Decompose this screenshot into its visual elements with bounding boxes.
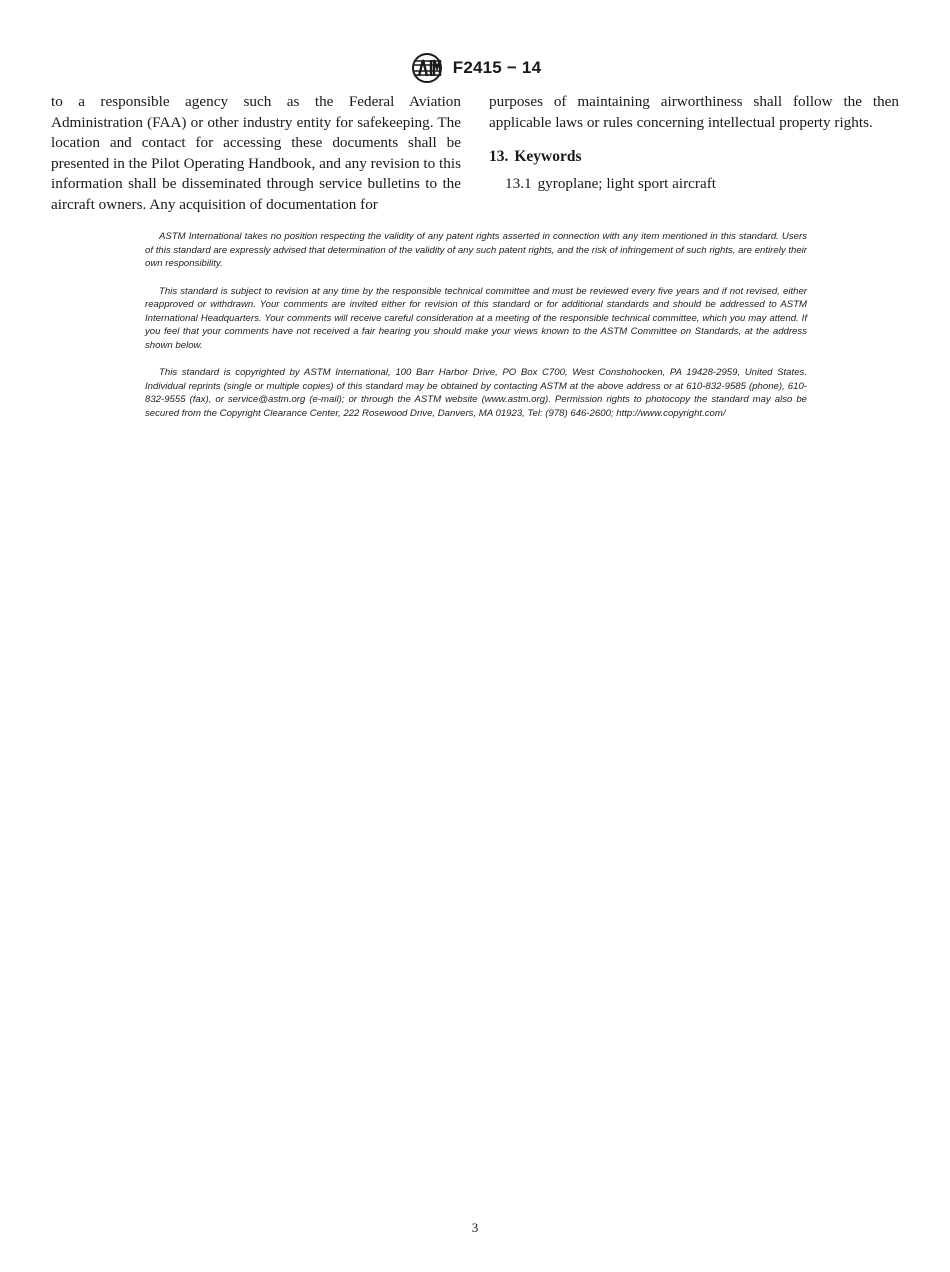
right-column (489, 92, 899, 194)
keywords-text: gyroplane; light sport aircraft (537, 174, 716, 192)
left-column (51, 92, 461, 215)
revision-notice: This standard is subject to revision at any time by the responsible technical committee and must be reviewed every five years and if not revised, either reapproved or withdrawn. Your comments are invited either for revision of this standard or for additional standards and should be addressed to ASTM International Headquarters. Your comments will receive careful consideration at a meeting of the responsible technical committee, which you may attend. If you feel that your comments have not received a fair hearing you should make your views known to the ASTM Committee on Standards, at the address shown below. (145, 285, 807, 351)
astm-logo-icon (409, 52, 445, 84)
standard-designation: F2415 − 14 (452, 58, 542, 77)
legal-notices (145, 230, 807, 434)
keywords-number: 13.1 (505, 174, 532, 192)
body-paragraph: to a responsible agency such as the Federal Aviation Administration (FAA) or other industry entity for safekeeping. The location and contact for accessing these documents shall be presented in the Pilot Operating Handbook, and any revision to this information shall be disseminated through service bulletins to the aircraft owners. Any acquisition of documentation for (51, 93, 461, 213)
page-header (0, 52, 950, 84)
patent-notice: ASTM International takes no position respecting the validity of any patent rights asserted in connection with any item mentioned in this standard. Users of this standard are expressly advised that determination of the validity of any such patent rights, and the risk of infringement of such rights, are entirely their own responsibility. (145, 231, 807, 269)
copyright-notice: This standard is copyrighted by ASTM International, 100 Barr Harbor Drive, PO Box C700, West Conshohocken, PA 19428-2959, United States. Individual reprints (single or multiple copies) of this standard may be obtained by contacting ASTM at the above address or at 610-832-9585 (phone), 610-832-9555 (fax), or service@astm.org (e-mail); or through the ASTM website (www.astm.org). Permission rights to photocopy the standard may also be secured from the Copyright Clearance Center, 222 Rosewood Drive, Danvers, MA 01923, Tel: (978) 646-2600; http://www.copyright.com/ (145, 367, 807, 419)
section-heading (489, 147, 899, 168)
page-number: 3 (471, 1220, 479, 1235)
keywords-paragraph (489, 174, 899, 195)
section-number: 13. (489, 148, 509, 165)
body-paragraph-continuation: purposes of maintaining airworthiness shall follow the then applicable laws or rules concerning intellectual property rights. (489, 93, 899, 131)
section-title: Keywords (514, 148, 582, 165)
